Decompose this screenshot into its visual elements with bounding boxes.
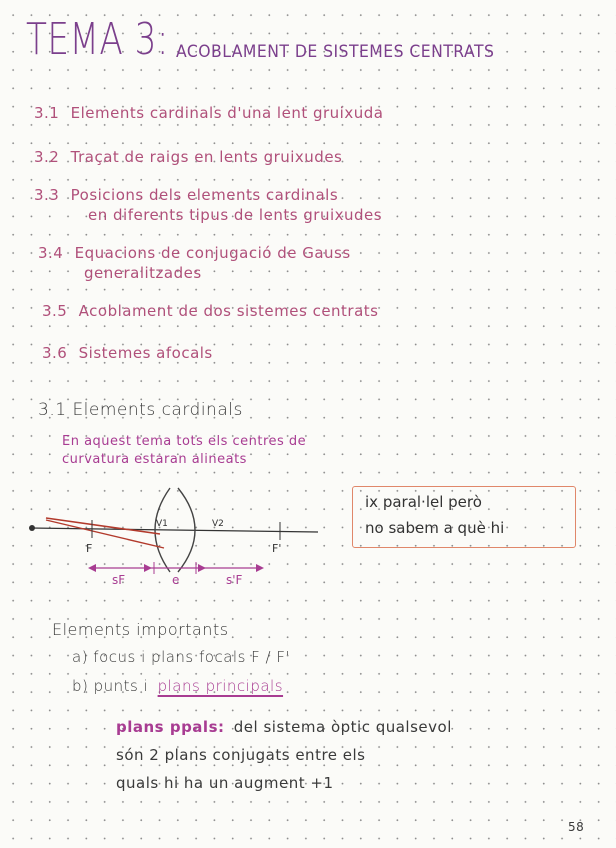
index-num: 3.4 [38, 244, 64, 262]
definition-line-2: són 2 plans conjugats entre els [116, 746, 366, 764]
elements-item-b [72, 677, 283, 695]
label-V1: V1 [156, 519, 168, 529]
index-text: Posicions dels elements cardinals [70, 186, 339, 204]
definition-line-1 [116, 718, 452, 736]
index-num: 3.2 [34, 148, 60, 166]
index-num: 3.3 [34, 186, 60, 204]
section-line-1: En aquest tema tots els centres de [62, 434, 307, 449]
note-line-2: no sabem a què hi [365, 519, 505, 537]
object-point [29, 525, 35, 531]
elements-item-b-underlined: plans principals [157, 677, 284, 695]
index-num: 3.1 [34, 104, 60, 122]
elements-item-a: a) focus i plans focals F / F' [72, 648, 291, 666]
index-num: 3.6 [42, 344, 68, 362]
index-text: Equacions de conjugació de Gauss [74, 244, 351, 262]
title-main: TEMA 3 [26, 14, 157, 65]
elements-item-b-prefix: b) punts i [72, 677, 149, 695]
index-text: Sistemes afocals [78, 344, 213, 362]
arrow-mid-1 [144, 564, 152, 572]
arrow-mid-2 [198, 564, 206, 572]
elements-heading: Elements importants [52, 620, 229, 639]
label-sF: sF [112, 573, 126, 587]
definition-label: plans ppals: [116, 718, 225, 736]
index-text: Acoblament de dos sistemes centrats [78, 302, 379, 320]
ray-incoming-2 [46, 520, 164, 548]
index-item-3-3-cont: en diferents tipus de lents gruixudes [88, 206, 383, 224]
label-e: e [172, 573, 180, 587]
note-line-1: ix paral·lel però [365, 493, 482, 511]
definition-line-3: quals hi ha un augment +1 [116, 774, 334, 792]
page-number: 58 [568, 820, 585, 834]
label-F-prime: F' [272, 542, 282, 555]
definition-text-1: del sistema òptic qualsevol [233, 718, 452, 736]
arrow-right [256, 564, 264, 572]
index-item-3-4-cont: generalitzades [84, 264, 202, 282]
label-F: F [86, 542, 93, 555]
note-box [352, 486, 576, 548]
section-line-2: curvatura estaran alineats [62, 452, 247, 467]
index-num: 3.5 [42, 302, 68, 320]
label-sF-prime: s'F [226, 573, 243, 587]
label-V2: V2 [212, 519, 224, 529]
index-text: Elements cardinals d'una lent gruixuda [70, 104, 384, 122]
ray-incoming [46, 518, 160, 534]
optical-axis [30, 528, 318, 532]
index-text: Traçat de raigs en lents gruixudes [70, 148, 343, 166]
arrow-left [88, 564, 96, 572]
title-subtitle: ACOBLAMENT DE SISTEMES CENTRATS [176, 42, 495, 62]
section-heading: 3.1 Elements cardinals [38, 400, 243, 420]
title-colon: : [156, 14, 169, 65]
